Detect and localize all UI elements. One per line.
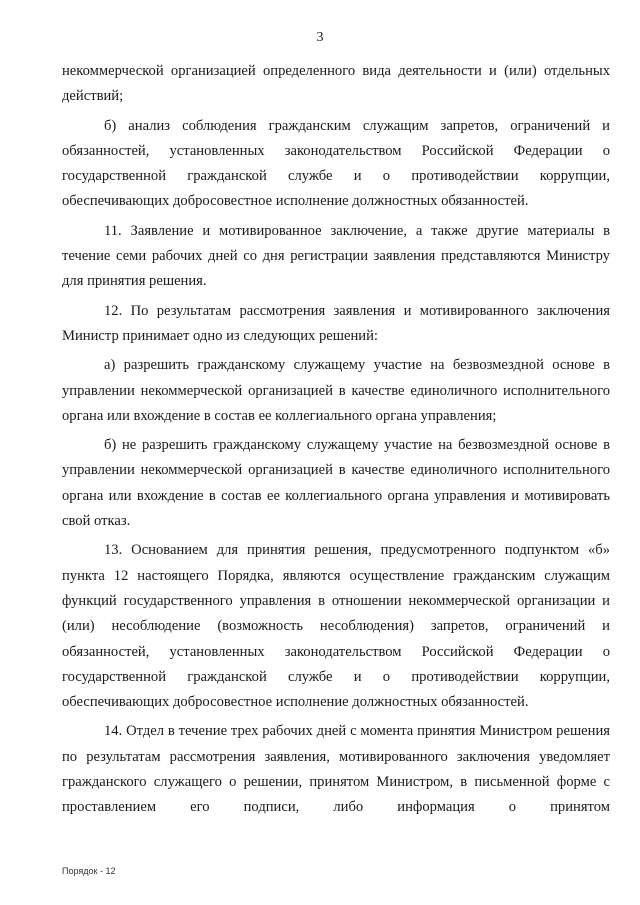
document-footer: Порядок - 12 <box>62 866 116 876</box>
paragraph-subitem-b-analysis: б) анализ соблюдения гражданским служащим запретов, ограничений и обязанностей, установленных законодательством Российской Федерации о государственной гражданской службе и о противодействии коррупции, обеспечивающих добросовестное исполнение должностных обязанностей. <box>62 117 610 210</box>
paragraph-11: 11. Заявление и мотивированное заключение, а также другие материалы в течение семи рабочих дней со дня регистрации заявления представляются Министру для принятия решения. <box>62 222 610 290</box>
paragraph-13: 13. Основанием для принятия решения, предусмотренного подпунктом «б» пункта 12 настоящего Порядка, являются осуществление гражданским служащим функций государственного управления в отношении некоммерческой организации и (или) несоблюдение (возможность несоблюдения) запретов, ограничений и обязанностей, установленных законодательством Российской Федерации о государственной гражданской службе и о противодействии коррупции, обеспечивающих добросовестное исполнение должностных обязанностей. <box>62 542 610 711</box>
document-body <box>62 59 610 825</box>
paragraph-12-subitem-a: а) разрешить гражданскому служащему участие на безвозмездной основе в управлении некоммерческой организацией в качестве единоличного исполнительного органа или вхождение в состав ее коллегиального органа управления; <box>62 357 610 424</box>
paragraph-continuation: некоммерческой организацией определенного вида деятельности и (или) отдельных действий; <box>62 63 610 105</box>
paragraph-14: 14. Отдел в течение трех рабочих дней с момента принятия Министром решения по результатам рассмотрения заявления, мотивированного заключения уведомляет гражданского служащего о решении, принятом Министром, в письменной форме с проставлением его подписи, либо информация о принятом <box>62 723 610 816</box>
paragraph-12-subitem-b: б) не разрешить гражданскому служащему участие на безвозмездной основе в управлении некоммерческой организацией в качестве единоличного исполнительного органа или вхождение в состав ее коллегиального органа управления и мотивировать свой отказ. <box>62 437 610 530</box>
paragraph-12: 12. По результатам рассмотрения заявления и мотивированного заключения Министр принимает одно из следующих решений: <box>62 302 610 344</box>
page-number: 3 <box>316 30 324 45</box>
